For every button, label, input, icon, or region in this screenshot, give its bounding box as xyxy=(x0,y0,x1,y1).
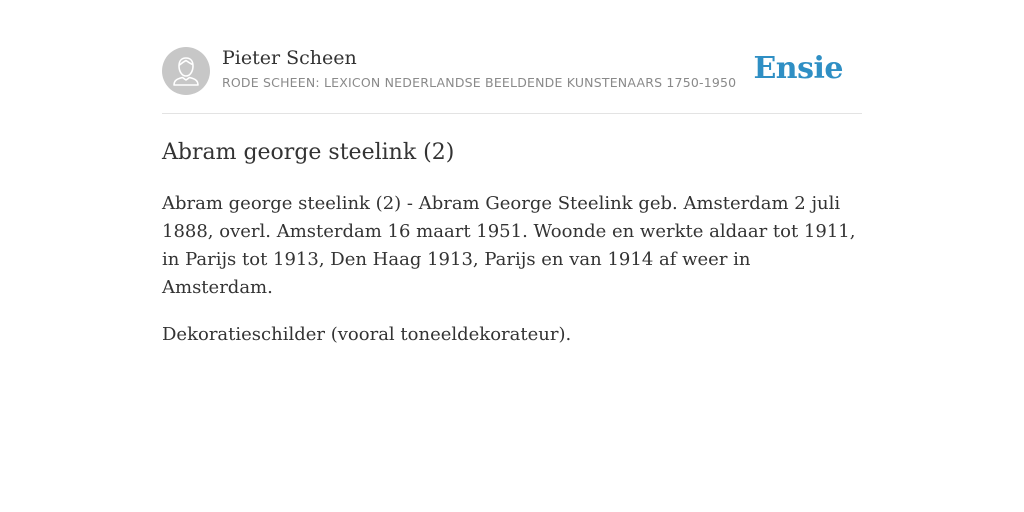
article-paragraph: Abram george steelink (2) - Abram George Steelink geb. Amsterdam 2 juli 1888, overl. Amsterdam 16 maart 1951. Woonde en werkte aldaar tot 1911, in Parijs tot 1913, Den Haag 1913, Parijs en van 1914 af weer in Amsterdam. xyxy=(162,193,856,298)
article-paragraph: Dekoratieschilder (vooral toneeldekorateur). xyxy=(162,324,572,345)
source-title[interactable]: RODE SCHEEN: LEXICON NEDERLANDSE BEELDENDE KUNSTENAARS 1750-1950 xyxy=(222,75,737,90)
author-name[interactable]: Pieter Scheen xyxy=(222,47,357,69)
article-card xyxy=(162,46,862,345)
user-silhouette-icon xyxy=(162,47,210,95)
article-body xyxy=(162,190,862,368)
author-avatar[interactable] xyxy=(162,47,210,95)
article-title: Abram george steelink (2) xyxy=(162,140,455,165)
ensie-logo[interactable]: Ensie xyxy=(753,51,843,86)
article-header xyxy=(162,46,862,114)
